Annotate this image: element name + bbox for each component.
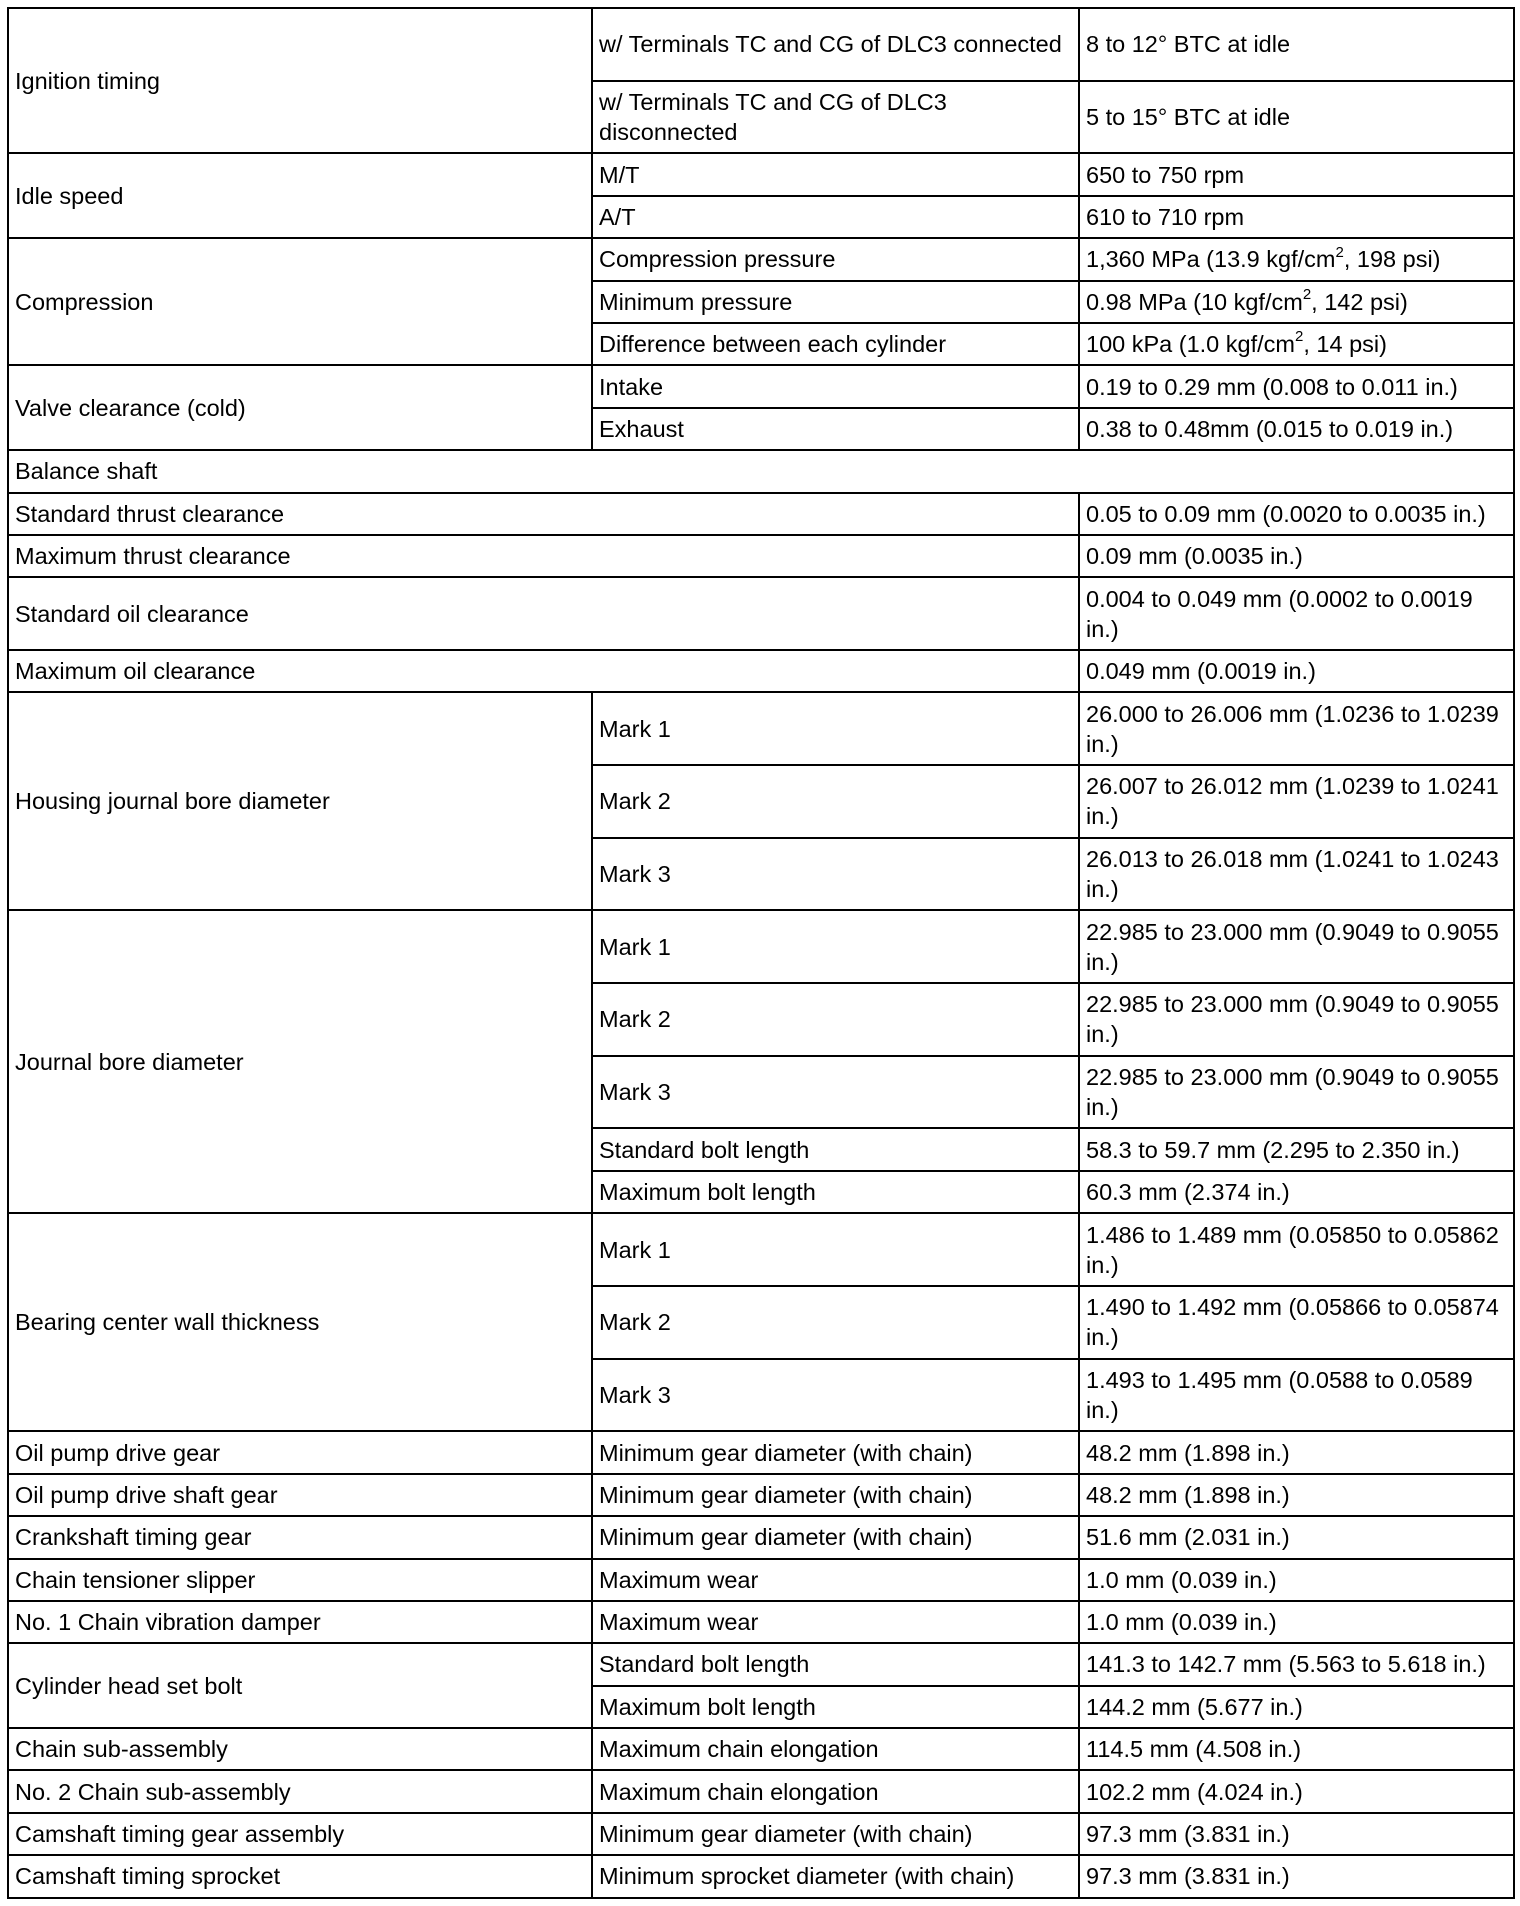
condition-cell: Maximum chain elongation (592, 1728, 1079, 1770)
specification-table (7, 7, 1515, 1899)
item-cell: Cylinder head set bolt (8, 1643, 592, 1728)
condition-cell: Difference between each cylinder (592, 323, 1079, 365)
spec-cell (1079, 281, 1514, 323)
condition-cell: Minimum pressure (592, 281, 1079, 323)
item-cell: No. 1 Chain vibration damper (8, 1601, 592, 1643)
condition-cell: Standard bolt length (592, 1643, 1079, 1685)
spec-superscript: 2 (1335, 243, 1344, 261)
condition-cell: Maximum bolt length (592, 1686, 1079, 1728)
table-row (8, 910, 1514, 983)
item-cell: Journal bore diameter (8, 910, 592, 1213)
item-cell: No. 2 Chain sub-assembly (8, 1770, 592, 1812)
table-row (8, 1474, 1514, 1516)
condition-cell: Maximum bolt length (592, 1171, 1079, 1213)
item-cell: Camshaft timing sprocket (8, 1855, 592, 1897)
condition-cell: w/ Terminals TC and CG of DLC3 connected (592, 8, 1079, 81)
item-cell: Crankshaft timing gear (8, 1516, 592, 1558)
spec-cell: 0.09 mm (0.0035 in.) (1079, 535, 1514, 577)
spec-superscript: 2 (1295, 328, 1304, 346)
item-cell: Ignition timing (8, 8, 592, 153)
spec-text: 0.98 MPa (10 kgf/cm (1086, 288, 1303, 315)
item-cell: Maximum oil clearance (8, 650, 1079, 692)
spec-cell: 97.3 mm (3.831 in.) (1079, 1813, 1514, 1855)
table-row (8, 1855, 1514, 1897)
item-cell: Standard thrust clearance (8, 493, 1079, 535)
table-row (8, 692, 1514, 765)
condition-cell: Mark 2 (592, 983, 1079, 1056)
item-cell: Housing journal bore diameter (8, 692, 592, 910)
table-row (8, 365, 1514, 407)
condition-cell: Minimum gear diameter (with chain) (592, 1516, 1079, 1558)
spec-cell: 0.19 to 0.29 mm (0.008 to 0.011 in.) (1079, 365, 1514, 407)
item-cell: Valve clearance (cold) (8, 365, 592, 450)
spec-cell: 48.2 mm (1.898 in.) (1079, 1474, 1514, 1516)
table-row (8, 535, 1514, 577)
spec-cell: 22.985 to 23.000 mm (0.9049 to 0.9055 in.) (1079, 1056, 1514, 1129)
spec-cell: 610 to 710 rpm (1079, 196, 1514, 238)
item-cell: Oil pump drive shaft gear (8, 1474, 592, 1516)
spec-cell (1079, 238, 1514, 280)
table-row (8, 1559, 1514, 1601)
item-cell: Chain sub-assembly (8, 1728, 592, 1770)
condition-cell: Mark 1 (592, 1213, 1079, 1286)
table-row (8, 450, 1514, 492)
condition-cell: Mark 2 (592, 1286, 1079, 1359)
condition-cell: Standard bolt length (592, 1128, 1079, 1170)
table-row (8, 1728, 1514, 1770)
spec-cell: 26.007 to 26.012 mm (1.0239 to 1.0241 in.) (1079, 765, 1514, 838)
condition-cell: Mark 3 (592, 838, 1079, 911)
condition-cell: Intake (592, 365, 1079, 407)
spec-cell: 22.985 to 23.000 mm (0.9049 to 0.9055 in.) (1079, 910, 1514, 983)
condition-cell: M/T (592, 153, 1079, 195)
item-cell: Compression (8, 238, 592, 365)
spec-cell: 0.38 to 0.48mm (0.015 to 0.019 in.) (1079, 408, 1514, 450)
spec-cell: 8 to 12° BTC at idle (1079, 8, 1514, 81)
spec-cell: 26.013 to 26.018 mm (1.0241 to 1.0243 in.) (1079, 838, 1514, 911)
condition-cell: Maximum wear (592, 1601, 1079, 1643)
spec-superscript: 2 (1302, 285, 1312, 303)
item-cell: Standard oil clearance (8, 577, 1079, 650)
spec-text: , 14 psi) (1303, 331, 1387, 358)
item-cell: Maximum thrust clearance (8, 535, 1079, 577)
spec-cell: 144.2 mm (5.677 in.) (1079, 1686, 1514, 1728)
section-heading: Balance shaft (8, 450, 1514, 492)
item-cell: Bearing center wall thickness (8, 1213, 592, 1431)
spec-cell: 22.985 to 23.000 mm (0.9049 to 0.9055 in.) (1079, 983, 1514, 1056)
spec-cell: 26.000 to 26.006 mm (1.0236 to 1.0239 in.) (1079, 692, 1514, 765)
spec-cell: 1.0 mm (0.039 in.) (1079, 1559, 1514, 1601)
spec-cell: 5 to 15° BTC at idle (1079, 81, 1514, 154)
spec-cell: 114.5 mm (4.508 in.) (1079, 1728, 1514, 1770)
spec-cell: 1.486 to 1.489 mm (0.05850 to 0.05862 in.) (1079, 1213, 1514, 1286)
table-row (8, 1813, 1514, 1855)
condition-cell: Compression pressure (592, 238, 1079, 280)
condition-cell: Minimum gear diameter (with chain) (592, 1474, 1079, 1516)
spec-cell: 97.3 mm (3.831 in.) (1079, 1855, 1514, 1897)
condition-cell: Mark 3 (592, 1056, 1079, 1129)
table-row (8, 1431, 1514, 1473)
spec-text: 100 kPa (1.0 kgf/cm (1086, 331, 1295, 358)
table-row (8, 1770, 1514, 1812)
condition-cell: Mark 2 (592, 765, 1079, 838)
table-row (8, 493, 1514, 535)
table-row (8, 577, 1514, 650)
item-cell: Chain tensioner slipper (8, 1559, 592, 1601)
spec-cell: 0.004 to 0.049 mm (0.0002 to 0.0019 in.) (1079, 577, 1514, 650)
table-row (8, 1516, 1514, 1558)
spec-cell: 1.0 mm (0.039 in.) (1079, 1601, 1514, 1643)
spec-cell: 141.3 to 142.7 mm (5.563 to 5.618 in.) (1079, 1643, 1514, 1685)
item-cell: Camshaft timing gear assembly (8, 1813, 592, 1855)
spec-cell: 1.490 to 1.492 mm (0.05866 to 0.05874 in.) (1079, 1286, 1514, 1359)
table-row (8, 1643, 1514, 1685)
condition-cell: w/ Terminals TC and CG of DLC3 disconnected (592, 81, 1079, 154)
table-row (8, 238, 1514, 280)
condition-cell: Minimum sprocket diameter (with chain) (592, 1855, 1079, 1897)
spec-cell: 51.6 mm (2.031 in.) (1079, 1516, 1514, 1558)
spec-cell: 0.05 to 0.09 mm (0.0020 to 0.0035 in.) (1079, 493, 1514, 535)
spec-cell: 102.2 mm (4.024 in.) (1079, 1770, 1514, 1812)
condition-cell: Maximum chain elongation (592, 1770, 1079, 1812)
spec-cell: 60.3 mm (2.374 in.) (1079, 1171, 1514, 1213)
condition-cell: Minimum gear diameter (with chain) (592, 1813, 1079, 1855)
condition-cell: A/T (592, 196, 1079, 238)
table-row (8, 8, 1514, 81)
condition-cell: Mark 1 (592, 692, 1079, 765)
spec-cell: 48.2 mm (1.898 in.) (1079, 1431, 1514, 1473)
spec-cell (1079, 323, 1514, 365)
condition-cell: Maximum wear (592, 1559, 1079, 1601)
item-cell: Oil pump drive gear (8, 1431, 592, 1473)
spec-cell: 1.493 to 1.495 mm (0.0588 to 0.0589 in.) (1079, 1359, 1514, 1432)
table-row (8, 650, 1514, 692)
table-row (8, 153, 1514, 195)
spec-cell: 0.049 mm (0.0019 in.) (1079, 650, 1514, 692)
spec-text: , 142 psi) (1311, 288, 1408, 315)
condition-cell: Exhaust (592, 408, 1079, 450)
condition-cell: Minimum gear diameter (with chain) (592, 1431, 1079, 1473)
condition-cell: Mark 1 (592, 910, 1079, 983)
spec-text: , 198 psi) (1343, 246, 1441, 273)
item-cell: Idle speed (8, 153, 592, 238)
condition-cell: Mark 3 (592, 1359, 1079, 1432)
spec-text: 1,360 MPa (13.9 kgf/cm (1086, 246, 1336, 273)
spec-cell: 650 to 750 rpm (1079, 153, 1514, 195)
spec-cell: 58.3 to 59.7 mm (2.295 to 2.350 in.) (1079, 1128, 1514, 1170)
table-row (8, 1601, 1514, 1643)
table-row (8, 1213, 1514, 1286)
